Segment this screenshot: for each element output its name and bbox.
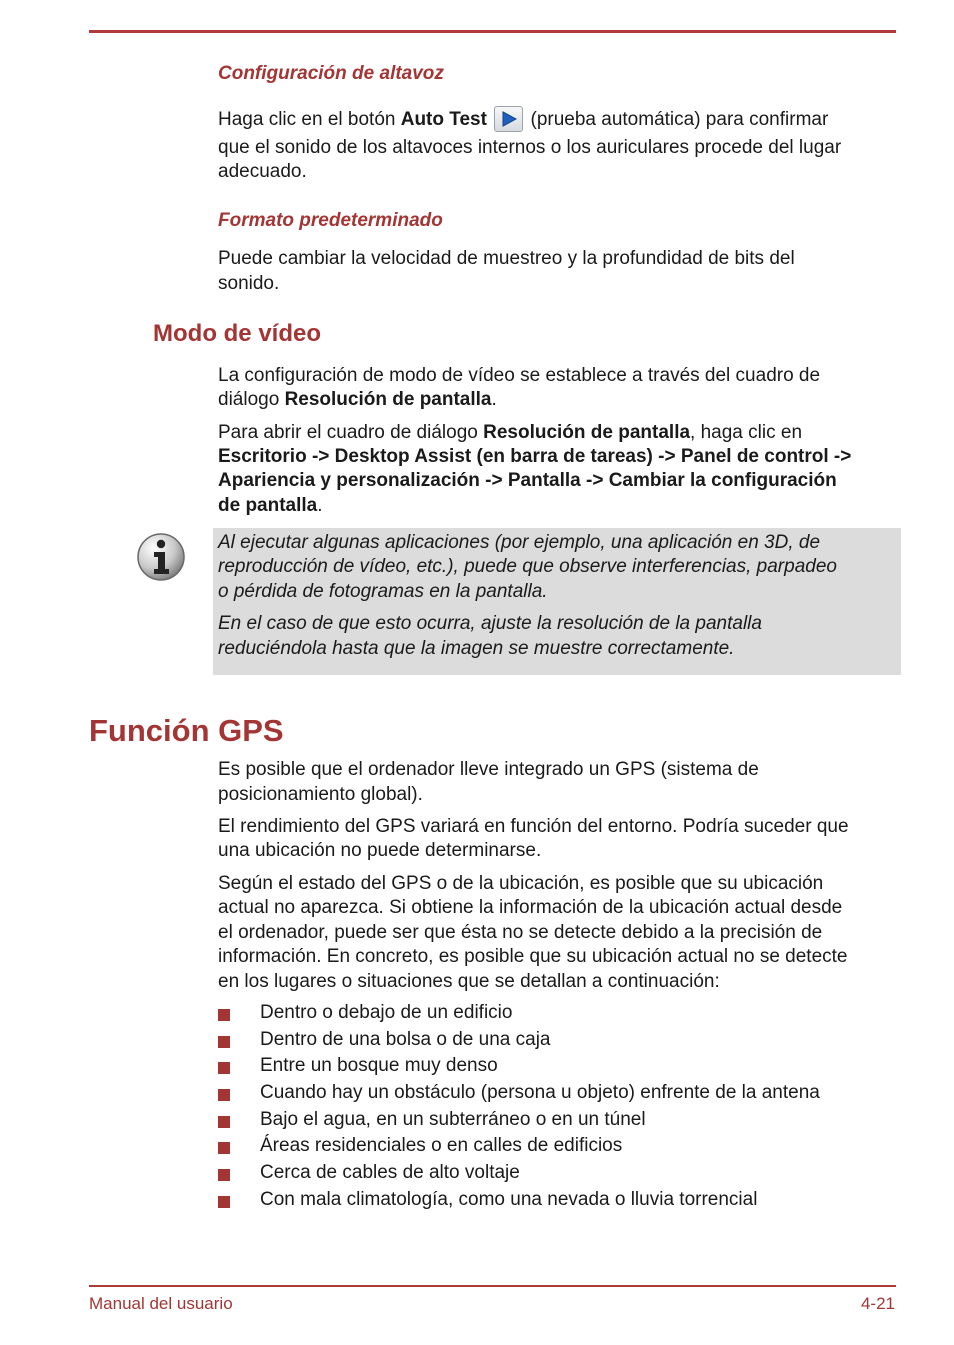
default-format-heading: Formato predeterminado: [218, 210, 443, 231]
header-rule: [89, 30, 896, 33]
gps-heading: Función GPS: [89, 713, 284, 748]
footer-title: Manual del usuario: [89, 1294, 233, 1313]
video-mode-p1-line1: La configuración de modo de vídeo se establece a través del cuadro de: [218, 365, 821, 386]
auto-test-button[interactable]: [494, 106, 523, 132]
bullet-marker: [218, 1169, 230, 1181]
page-number: 4-21: [860, 1294, 895, 1313]
gps-p1-line2: posicionamiento global).: [218, 784, 423, 805]
speaker-config-text-a: Haga clic en el botón: [218, 109, 401, 130]
list-item: Dentro o debajo de un edificio: [260, 1002, 513, 1023]
bullet-marker: [218, 1116, 230, 1128]
video-mode-p2-line3: Apariencia y personalización -> Pantalla -> Cambiar la configuración: [218, 470, 837, 491]
note-line1: Al ejecutar algunas aplicaciones (por ejemplo, una aplicación en 3D, de: [218, 532, 821, 553]
bullet-marker: [218, 1036, 230, 1048]
video-mode-p1-text: diálogo: [218, 389, 285, 410]
speaker-config-line1: [218, 106, 828, 133]
gps-p3-line1: Según el estado del GPS o de la ubicación, es posible que su ubicación: [218, 873, 824, 894]
play-icon: [501, 111, 517, 127]
list-item: Bajo el agua, en un subterráneo o en un túnel: [260, 1109, 646, 1130]
bullet-marker: [218, 1089, 230, 1101]
video-mode-p2-text-c: , haga clic en: [690, 422, 803, 443]
list-item: Dentro de una bolsa o de una caja: [260, 1029, 551, 1050]
video-mode-heading: Modo de vídeo: [153, 320, 321, 347]
gps-p3-line4: información. En concreto, es posible que su ubicación actual no se detecte: [218, 946, 848, 967]
gps-p3-line5: en los lugares o situaciones que se detallan a continuación:: [218, 971, 720, 992]
video-mode-p2-text-a: Para abrir el cuadro de diálogo: [218, 422, 484, 443]
speaker-config-text-c: (prueba automática) para confirmar: [525, 109, 829, 130]
note-line4: En el caso de que esto ocurra, ajuste la resolución de la pantalla: [218, 613, 762, 634]
video-mode-p1-bold: Resolución de pantalla: [284, 389, 492, 410]
bullet-marker: [218, 1009, 230, 1021]
video-mode-p2-line4: [218, 494, 323, 519]
video-mode-p1-line2: [218, 388, 497, 413]
list-item: Cerca de cables de alto voltaje: [260, 1162, 520, 1183]
bullet-marker: [218, 1142, 230, 1154]
info-icon: [135, 531, 187, 588]
list-item: Cuando hay un obstáculo (persona u objeto) enfrente de la antena: [260, 1082, 820, 1103]
speaker-config-line3: adecuado.: [218, 161, 307, 182]
gps-p2-line1: El rendimiento del GPS variará en función del entorno. Podría suceder que: [218, 816, 849, 837]
video-mode-p2-line4-bold: de pantalla: [218, 495, 318, 516]
footer-rule: [89, 1285, 896, 1287]
note-line2: reproducción de vídeo, etc.), puede que observe interferencias, parpadeo: [218, 556, 837, 577]
auto-test-label: Auto Test: [400, 109, 487, 130]
bullet-marker: [218, 1196, 230, 1208]
note-line5: reduciéndola hasta que la imagen se muestre correctamente.: [218, 638, 735, 659]
list-item: Con mala climatología, como una nevada o lluvia torrencial: [260, 1189, 758, 1210]
default-format-line1: Puede cambiar la velocidad de muestreo y la profundidad de bits del: [218, 248, 795, 269]
gps-p2-line2: una ubicación no puede determinarse.: [218, 840, 542, 861]
video-mode-p2-line2: Escritorio -> Desktop Assist (en barra de tareas) -> Panel de control ->: [218, 446, 852, 467]
note-line3: o pérdida de fotogramas en la pantalla.: [218, 581, 548, 602]
list-item: Entre un bosque muy denso: [260, 1055, 498, 1076]
speaker-config-heading: Configuración de altavoz: [218, 63, 444, 84]
default-format-line2: sonido.: [218, 273, 280, 294]
video-mode-p2-line1: [218, 421, 802, 446]
gps-p3-line3: el ordenador, puede ser que ésta no se detecte debido a la precisión de: [218, 922, 823, 943]
video-mode-p2-line4-period: .: [317, 495, 323, 516]
bullet-marker: [218, 1062, 230, 1074]
speaker-config-line2: que el sonido de los altavoces internos o los auriculares procede del lugar: [218, 137, 842, 158]
video-mode-p1-period: .: [491, 389, 497, 410]
gps-p1-line1: Es posible que el ordenador lleve integrado un GPS (sistema de: [218, 759, 759, 780]
gps-p3-line2: actual no aparezca. Si obtiene la información de la ubicación actual desde: [218, 897, 843, 918]
video-mode-p2-bold: Resolución de pantalla: [483, 422, 691, 443]
list-item: Áreas residenciales o en calles de edificios: [260, 1135, 623, 1156]
